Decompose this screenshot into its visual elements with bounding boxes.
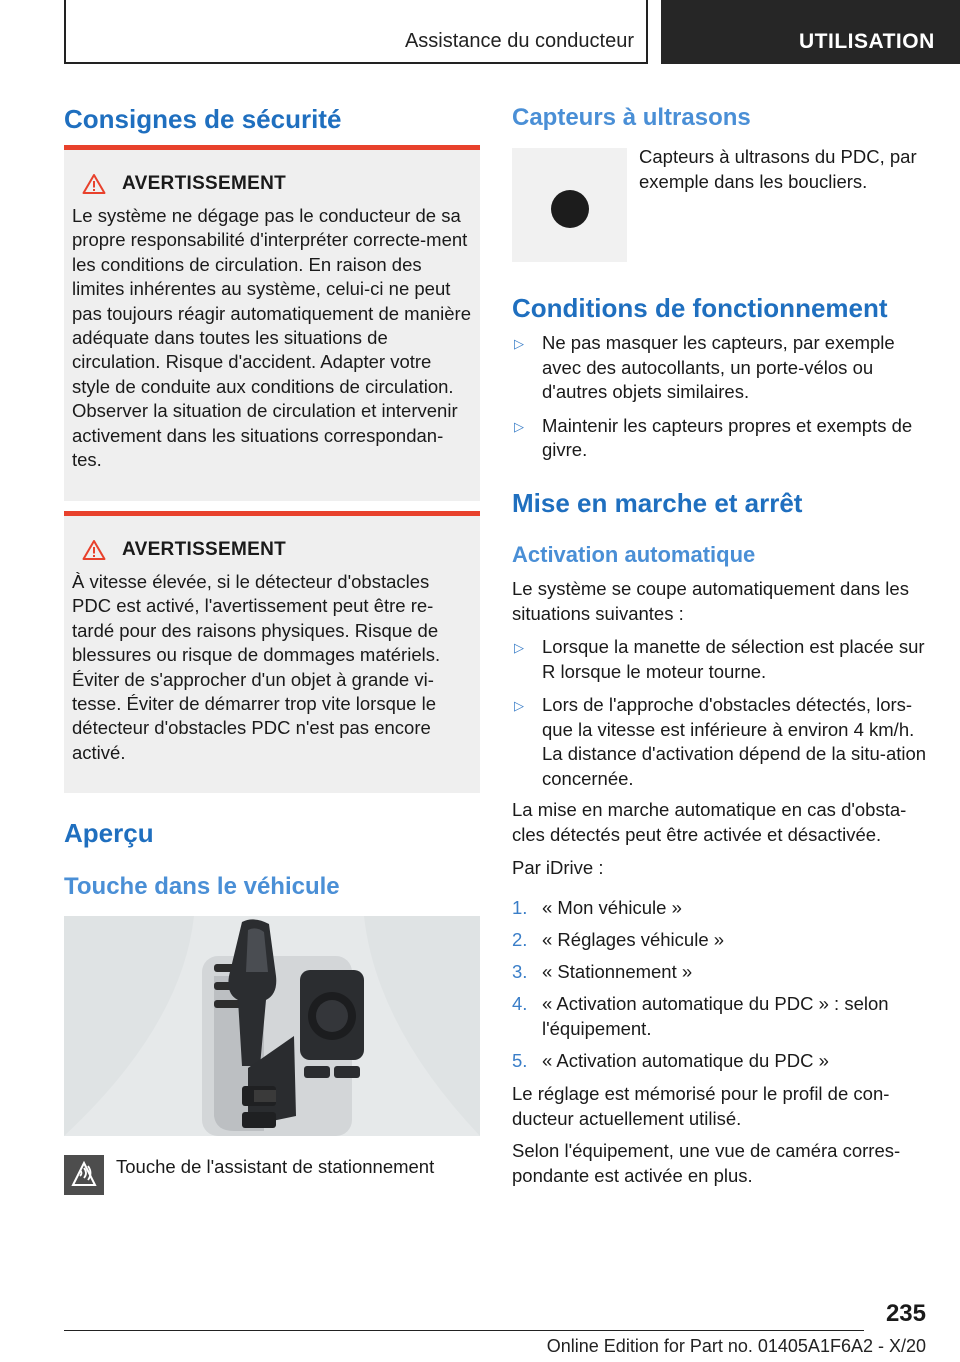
warning-title-1 [82, 172, 472, 196]
warning-box-2 [64, 511, 480, 793]
warning-title-text-2: AVERTISSEMENT [122, 539, 287, 560]
page-number: 235 [885, 1300, 926, 1327]
auto-activation-heading: Activation automatique [512, 542, 756, 567]
header-chapter-tab [661, 0, 960, 64]
list-item: 5. « Activation automatique du PDC » [512, 1049, 829, 1071]
button-heading: Touche dans le véhicule [64, 873, 340, 900]
triangle-bullet-icon: ▷ [514, 640, 524, 655]
list-item: 1. « Mon véhicule » [512, 897, 682, 918]
triangle-bullet-icon: ▷ [514, 418, 524, 434]
list-item: 2. « Réglages véhicule » [512, 929, 725, 950]
list-item: ▷ Maintenir les capteurs propres et exempts de givre. [514, 414, 913, 460]
triangle-bullet-icon: ▷ [514, 336, 524, 351]
list-item: ▷ Lorsque la manette de sélection est placée sur R lorsque le moteur tourne. [514, 636, 925, 682]
list-item: 4. « Activation automatique du PDC » : selon l'équipement. [512, 993, 889, 1039]
header-section-box [64, 0, 648, 64]
warning-triangle-icon [82, 539, 106, 561]
warning-box-1 [64, 145, 480, 501]
stored-note: Le réglage est mémorisé pour le profil de con-ducteur actuellement utilisé. [512, 1083, 890, 1129]
camera-note: Selon l'équipement, une vue de caméra corres-pondante est activée en plus. [512, 1140, 901, 1186]
pdc-button-caption: Touche de l'assistant de stationnement [116, 1156, 435, 1177]
auto-intro: Le système se coupe automatiquement dans les situations suivantes : [512, 578, 909, 624]
parking-assistant-button-icon [64, 1155, 104, 1195]
center-console-image [64, 916, 480, 1136]
warning-triangle-icon [82, 173, 106, 195]
auto-note: La mise en marche automatique en cas d'obsta-cles détectés peut être activée et désactivée. [512, 799, 907, 845]
warning-text-2: À vitesse élevée, si le détecteur d'obstacles PDC est activé, l'avertissement peut être re-tardé pour des raisons physiques. Risque de blessures ou risque de dommages matériels. Éviter de s'approcher d'un objet à grande vi-tesse. Éviter de démarrer trop vite lorsque le détecteur d'obstacles PDC n'est pas encore activé. [72, 571, 441, 763]
footer-rule [64, 1330, 864, 1331]
auto-cases-list [512, 635, 932, 800]
safety-heading: Consignes de sécurité [64, 104, 342, 134]
header-chapter-title: UTILISATION [799, 30, 935, 53]
idrive-steps-list [512, 896, 932, 1081]
warning-title-2 [82, 538, 472, 562]
conditions-heading: Conditions de fonctionnement [512, 293, 888, 323]
triangle-bullet-icon: ▷ [514, 698, 524, 713]
sensor-dot [551, 190, 589, 228]
ultrasonic-sensor-image [512, 148, 627, 262]
header-section-title: Assistance du conducteur [404, 30, 634, 52]
onoff-heading: Mise en marche et arrêt [512, 488, 803, 518]
list-item: ▷ Ne pas masquer les capteurs, par exemple avec des autocollants, un porte-vélos ou d'autres objets similaires. [514, 332, 895, 402]
list-item: ▷ Lors de l'approche d'obstacles détectés, lors-que la vitesse est inférieure à environ 4 km/h. La distance d'activation dépend de la situ-ation concernée. [514, 694, 927, 789]
idrive-label: Par iDrive : [512, 857, 604, 878]
sensors-caption: Capteurs à ultrasons du PDC, par exemple dans les boucliers. [639, 146, 917, 192]
overview-heading: Aperçu [64, 818, 154, 848]
list-item: 3. « Stationnement » [512, 961, 693, 982]
footer-edition: Online Edition for Part no. 01405A1F6A2 - X/20 [546, 1336, 926, 1356]
conditions-list [512, 331, 932, 472]
warning-title-text-1: AVERTISSEMENT [122, 173, 287, 194]
sensors-heading: Capteurs à ultrasons [512, 104, 751, 131]
warning-text-1: Le système ne dégage pas le conducteur de sa propre responsabilité d'interpréter correcte-ment les conditions de circulation. En raison des limites inhérentes au système, celui-ci ne peut pas toujours réagir automatiquement de manière adéquate dans toutes les situations de circulation. Risque d'accident. Adapter votre style de conduite aux conditions de circulation. Observer la situation de circulation et intervenir activement dans les situations correspondan-tes. [72, 205, 472, 471]
